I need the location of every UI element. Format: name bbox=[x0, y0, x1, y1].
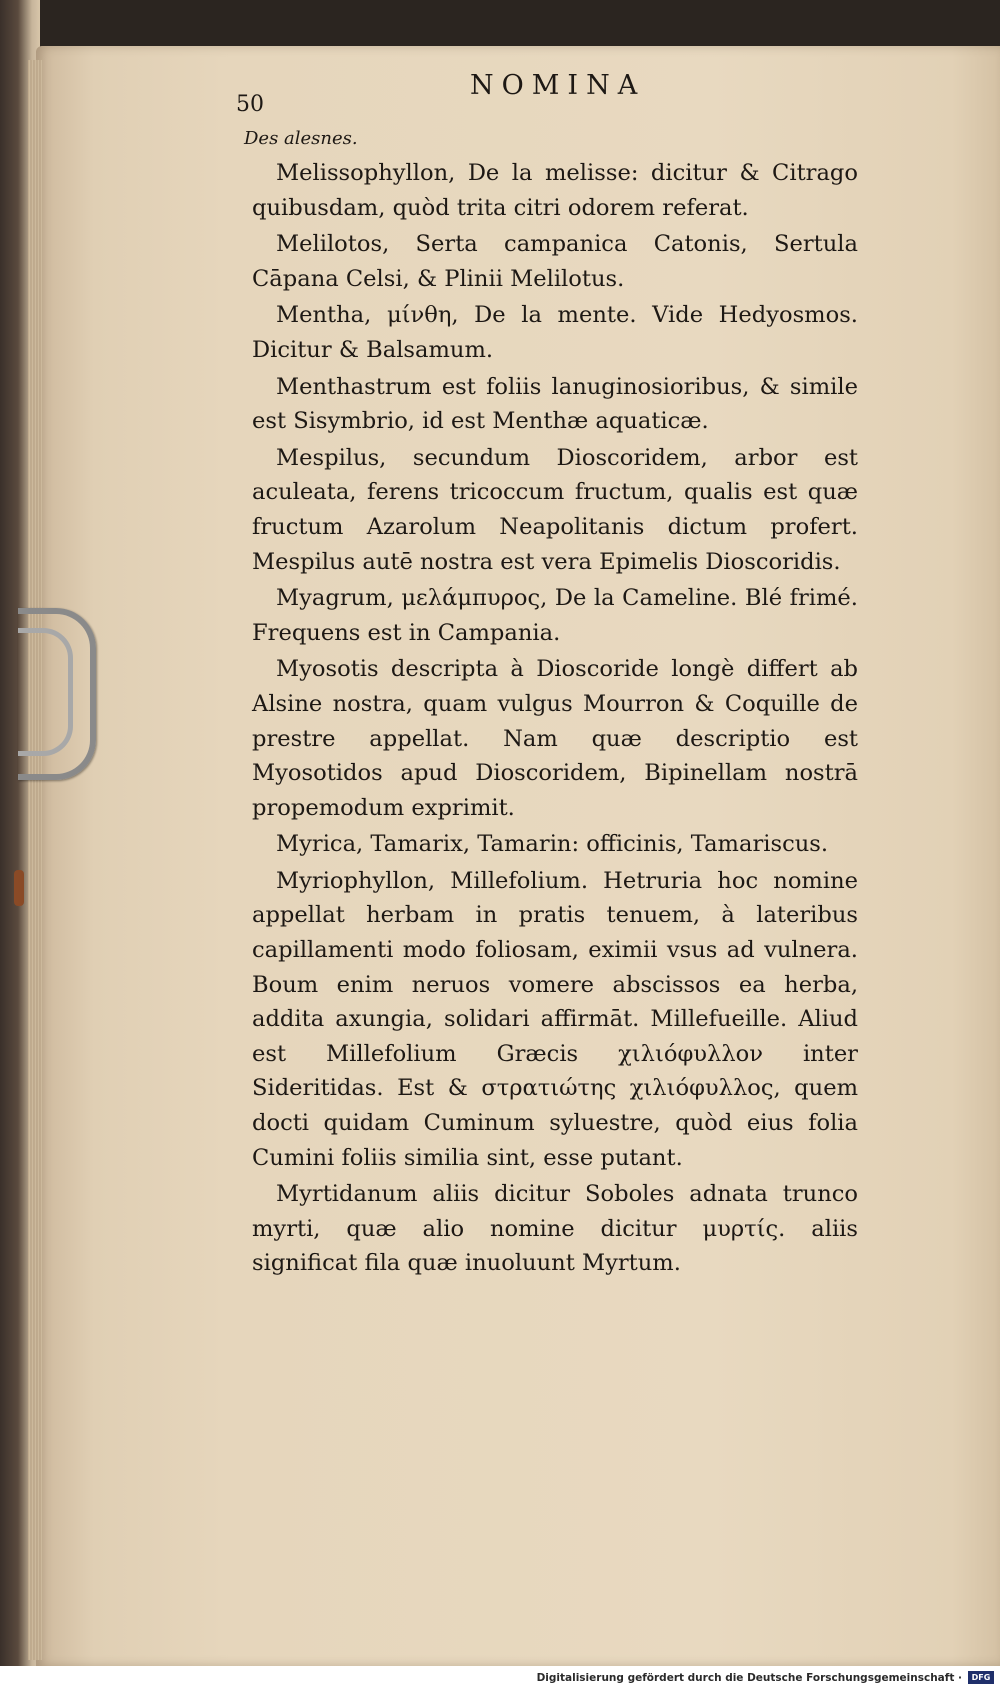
footer-credit: Digitalisierung gefördert durch die Deutsche Forschungsgemeinschaft · bbox=[536, 1672, 962, 1684]
page-number: 50 bbox=[236, 92, 264, 117]
entry-myosotis: Myosotis descripta à Dioscoride longè differt ab Alsine nostra, quam vulgus Mourron & Coquille de prestre appellat. Nam quæ descriptio est Myosotidos apud Dioscoridem, Bipinellam nostrā propemodum exprimit. bbox=[252, 656, 858, 821]
entry-melissophyllon: Melissophyllon, De la melisse: dicitur & Citrago quibusdam, quòd trita citri odorem referat. bbox=[252, 160, 858, 221]
entry-myriophyllon: Myriophyllon, Millefolium. Hetruria hoc nomine appellat herbam in pratis tenuem, à lateribus capillamenti modo foliosam, eximii vsus ad vulnera. Boum enim neruos vomere abscissos ea herba, addita axungia, solidari affirmāt. Millefueille. Aliud est Millefolium Græcis χιλιόφυλλον inter Sideritidas. Est & στρατιώτης χιλιόφυλλος, quem docti quidam Cuminum syluestre, quòd eius folia Cumini foliis similia sint, esse putant. bbox=[252, 867, 858, 1171]
entry-myrtidanum: Myrtidanum aliis dicitur Soboles adnata trunco myrti, quæ alio nomine dicitur μυρτίς. aliis significat fila quæ inuoluunt Myrtum. bbox=[252, 1181, 858, 1277]
entry-myrica: Myrica, Tamarix, Tamarin: officinis, Tamariscus. bbox=[276, 831, 829, 858]
page-stack-edge bbox=[28, 60, 42, 1660]
entry-myagrum: Myagrum, μελάμπυρος, De la Cameline. Blé frimé. Frequens est in Campania. bbox=[252, 585, 858, 646]
paper-clip-inner-icon bbox=[18, 628, 73, 756]
body-text bbox=[252, 156, 858, 1283]
catchword-top: Des alesnes. bbox=[244, 128, 358, 149]
entry-menthastrum: Menthastrum est foliis lanuginosioribus, & simile est Sisymbrio, id est Menthæ aquaticæ. bbox=[252, 373, 858, 435]
page-stain bbox=[14, 870, 24, 906]
entry-mentha: Mentha, μίνθη, De la mente. Vide Hedyosmos. Dicitur & Balsamum. bbox=[252, 302, 858, 363]
running-header: NOMINA bbox=[470, 70, 646, 101]
entry-melilotos: Melilotos, Serta campanica Catonis, Sertula Cāpana Celsi, & Plinii Melilotus. bbox=[252, 231, 858, 292]
entry-mespilus: Mespilus, secundum Dioscoridem, arbor est aculeata, ferens tricoccum fructum, qualis est quæ fructum Azarolum Neapolitanis dictum profert. Mespilus autē nostra est vera Epimelis Dioscoridis. bbox=[252, 444, 858, 575]
dfg-logo-icon: DFG bbox=[968, 1671, 994, 1684]
